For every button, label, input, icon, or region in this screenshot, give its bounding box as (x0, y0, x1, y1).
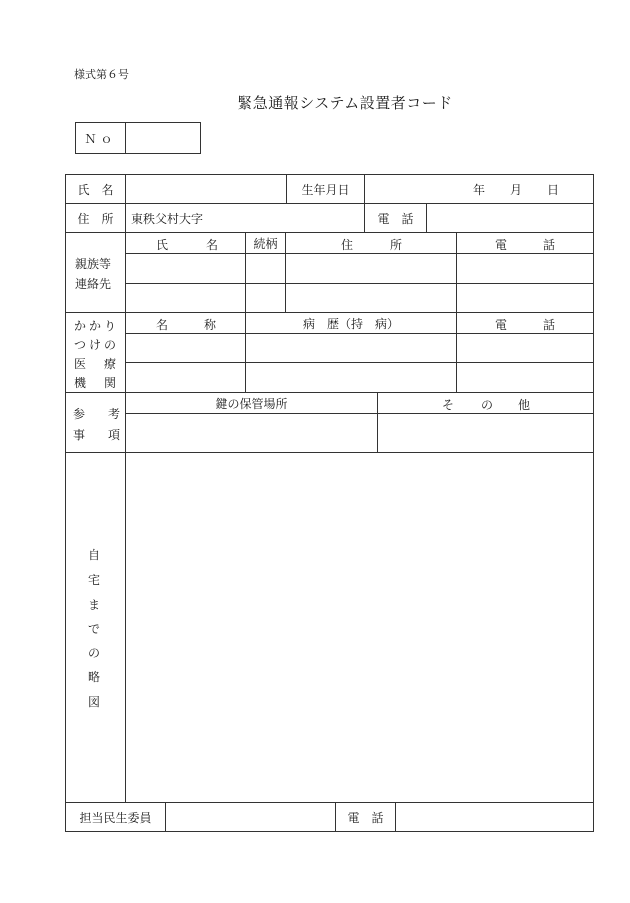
clinic-label: かかり つけの 医 療 機 関 (74, 319, 120, 390)
no-label: Ｎｏ (84, 131, 117, 146)
clinic-col-name: 名 称 (156, 318, 217, 332)
other-notes-field[interactable] (378, 414, 593, 452)
commissioner-phone-field[interactable] (396, 803, 593, 832)
name-field[interactable] (126, 175, 286, 203)
notes-label: 参 考 事 項 (73, 407, 121, 442)
birth-month-label: 月 (510, 183, 523, 197)
commissioner-phone-label: 電 話 (347, 811, 384, 825)
commissioner-field[interactable] (166, 803, 335, 832)
relatives-col-name: 氏 名 (156, 238, 219, 252)
notes-col-other: そ の 他 (442, 398, 531, 412)
name-label: 氏 名 (77, 182, 114, 197)
map-drawing-area[interactable] (126, 453, 593, 802)
clinic-row-2[interactable] (126, 363, 593, 392)
birth-date-label: 生年月日 (301, 182, 350, 197)
address-label: 住 所 (77, 211, 114, 226)
commissioner-label: 担当民生委員 (79, 811, 152, 825)
birth-year-label: 年 (473, 183, 486, 197)
clinic-row-1[interactable] (126, 334, 593, 362)
relatives-col-relation: 続柄 (253, 236, 278, 251)
birth-day-label: 日 (547, 183, 560, 197)
relatives-row-1[interactable] (126, 254, 593, 283)
relatives-col-address: 住 所 (341, 238, 403, 252)
no-field[interactable] (126, 123, 200, 153)
form-number: 様式第６号 (74, 68, 129, 81)
phone-label: 電 話 (377, 211, 414, 226)
relatives-col-phone: 電 話 (495, 238, 556, 252)
clinic-col-history: 病 歴（持 病） (302, 316, 399, 331)
address-value[interactable]: 東秩父村大字 (131, 212, 204, 226)
phone-field[interactable] (427, 204, 593, 232)
notes-col-key-location: 鍵の保管場所 (215, 396, 288, 411)
clinic-col-phone: 電 話 (495, 318, 556, 332)
map-label: 自 宅 ま で の 略 図 (88, 548, 101, 709)
key-location-field[interactable] (126, 414, 377, 452)
relatives-row-2[interactable] (126, 284, 593, 312)
relatives-label: 親族等 連絡先 (75, 257, 112, 291)
page-title: 緊急通報システム設置者コード (237, 94, 453, 112)
